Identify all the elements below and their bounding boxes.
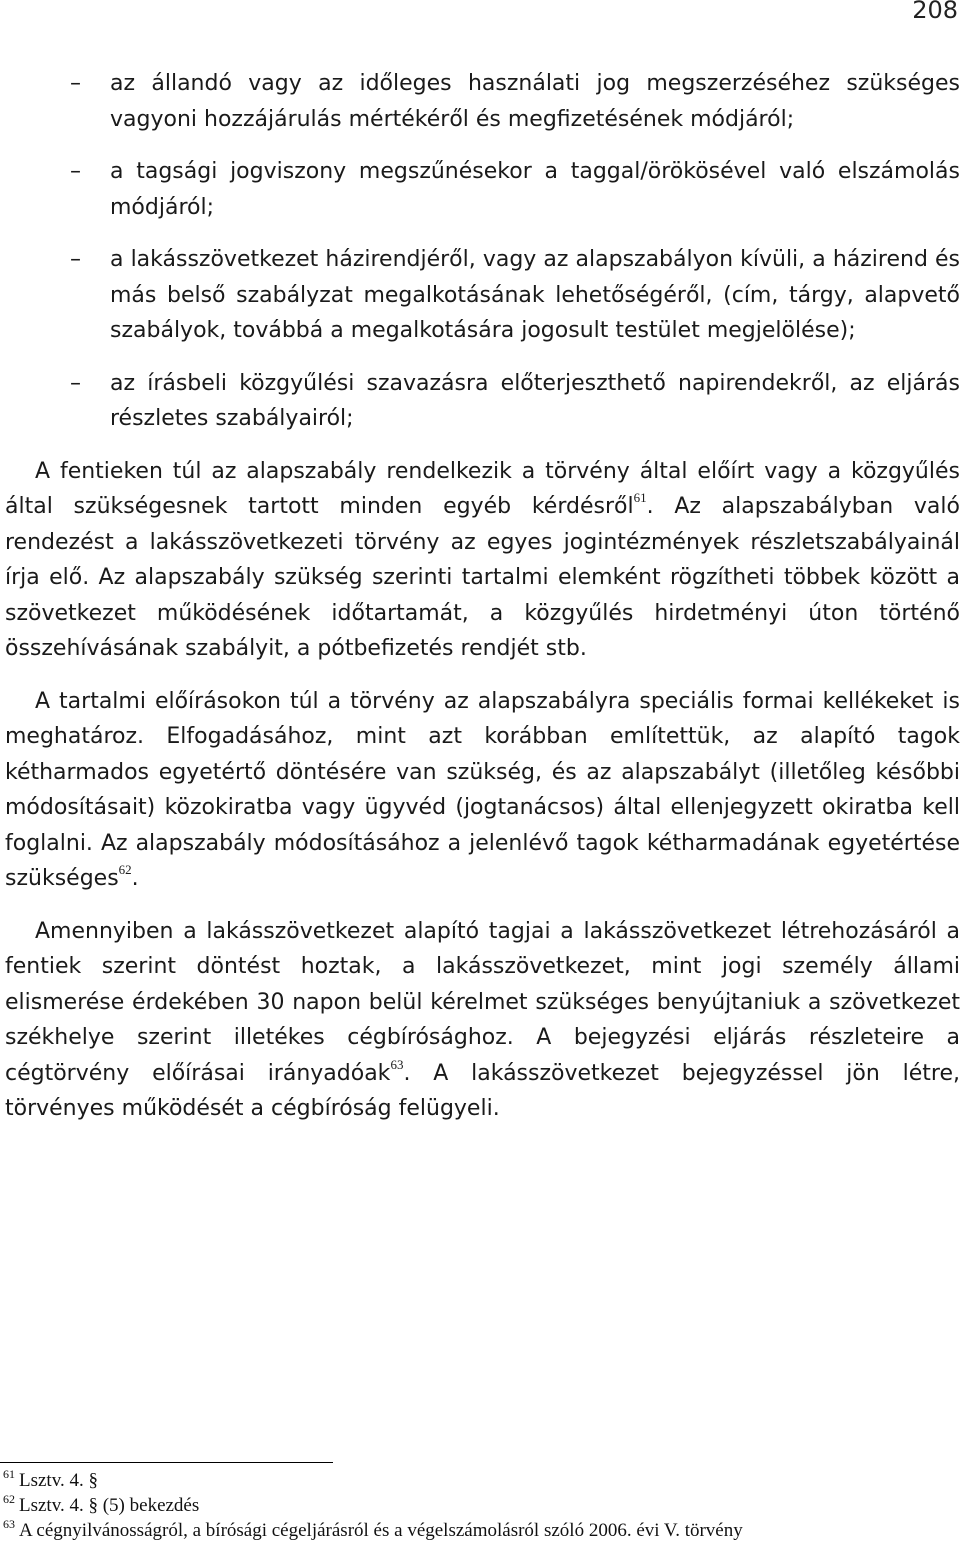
footnote-61 [3, 1468, 958, 1493]
paragraph-text: . [131, 866, 139, 891]
footnote-text: A cégnyilvánosságról, a bírósági cégeljárásról és a végelszámolásról szóló 2006. évi V. törvény [19, 1520, 743, 1541]
footnote-text: Lsztv. 4. § [19, 1470, 98, 1491]
bullet-text: az írásbeli közgyűlési szavazásra előterjeszthető napirendekről, az eljárás részletes szabályairól; [110, 370, 960, 431]
list-item [5, 366, 960, 437]
dash-marker: – [70, 370, 81, 396]
footnotes [3, 1468, 958, 1543]
paragraph-text: A tartalmi előírásokon túl a törvény az alapszabályra speciális formai kellékeket is meghatároz. Elfogadásához, mint azt korábban említettük, az alapító tagok kétharmados egyetértő döntésére van szükség, és az alapszabályt (illetőleg későbbi módosításait) közokiratba vagy ügyvéd (jogtanácsos) által ellenjegyzett okiratba kell foglalni. Az alapszabály módosításához a jelenlévő tagok kétharmadának egyetértése szükséges [5, 688, 960, 891]
footnote-ref-61[interactable]: 61 [633, 490, 647, 505]
footnote-number: 63 [3, 1517, 15, 1531]
bullet-text: a lakásszövetkezet házirendjéről, vagy az alapszabályon kívüli, a házirend és más belső szabályzat megalkotásának lehetőségéről, (cím, tárgy, alapvető szabályok, továbbá a megalkotására jogosult testület megjelölése); [110, 247, 960, 343]
footnote-63 [3, 1518, 958, 1543]
list-item [5, 66, 960, 137]
footnote-number: 62 [3, 1492, 15, 1506]
footnote-separator [0, 1462, 333, 1463]
footnote-62 [3, 1493, 958, 1518]
footnote-number: 61 [3, 1467, 15, 1481]
footnote-ref-62[interactable]: 62 [118, 862, 132, 877]
bullet-text: a tagsági jogviszony megszűnésekor a taggal/örökösével való elszámolás módjáról; [110, 159, 960, 220]
paragraph-general-content [5, 454, 960, 667]
dash-marker: – [70, 71, 81, 96]
dash-marker: – [70, 247, 81, 272]
dash-marker: – [70, 159, 81, 184]
footnote-text: Lsztv. 4. § (5) bekezdés [19, 1495, 200, 1516]
footnote-ref-63[interactable]: 63 [390, 1056, 404, 1072]
paragraph-formal-requirements [5, 684, 960, 897]
page-body [5, 66, 960, 1144]
paragraph-text: . Az alapszabályban való rendezést a lakásszövetkezeti törvény az egyes jogintézmények részletszabályainál írja elő. Az alapszabály szükség szerinti tartalmi elemként rögzítheti többek között a szövetkezet működésének időtartamát, a közgyűlés hirdetményi úton történő összehívásának szabályit, a pótbefizetés rendjét stb. [5, 494, 960, 661]
paragraph-registration [5, 914, 960, 1127]
paragraph-text: A fentieken túl az alapszabály rendelkezik a törvény által előírt vagy a közgyűlés által szükségesnek tartott minden egyéb kérdésről [5, 458, 960, 519]
list-item [5, 154, 960, 225]
bullet-list [5, 66, 960, 437]
paragraph-text: Amennyiben a lakásszövetkezet alapító tagjai a lakásszövetkezet létrehozásáról a fentiek szerint döntést hoztak, a lakásszövetkezet, mint jogi személy állami elismerése érdekében 30 napon belül kérelmet szükséges benyújtaniuk a szövetkezet székhelye szerint illetékes cégbírósághoz. A bejegyzési eljárás részleteire a cégtörvény előírásai irányadóak [5, 918, 960, 1086]
bullet-text: az állandó vagy az időleges használati jog megszerzéséhez szükséges vagyoni hozzájárulás mértékéről és megfizetésének módjáról; [110, 71, 960, 132]
list-item [5, 242, 960, 349]
page-number: 208 [912, 0, 958, 24]
paragraph-text: . A lakásszövetkezet bejegyzéssel jön létre, törvényes működését a cégbíróság felügyeli. [5, 1060, 960, 1121]
